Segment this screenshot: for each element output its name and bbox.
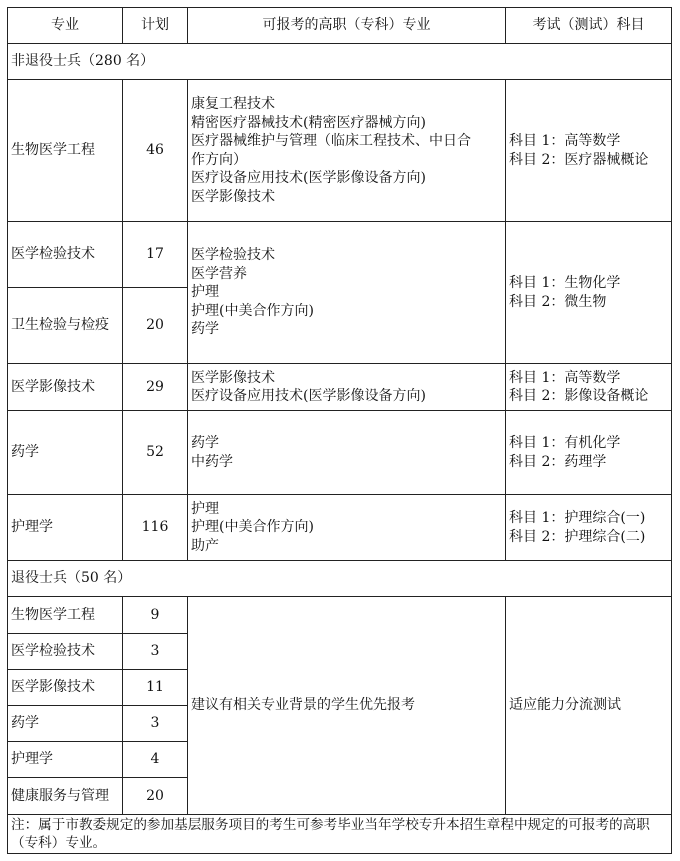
header-vocational: 可报考的高职（专科）专业 (188, 8, 506, 44)
major-cell: 医学影像技术 (8, 670, 123, 706)
vocational-item: 中药学 (191, 453, 233, 470)
exam-list (506, 80, 672, 222)
header-exam: 考试（测试）科目 (506, 8, 672, 44)
major-cell: 健康服务与管理 (8, 778, 123, 815)
note-row (8, 815, 672, 854)
exam-list (506, 364, 672, 411)
vocational-item: 医学检验技术 (191, 247, 275, 264)
footnote: 注：属于市教委规定的参加基层服务项目的考生可参考毕业当年学校专升本招生章程中规定的可报考的高职（专科）专业。 (8, 815, 672, 854)
vocational-item: 护理 (191, 500, 219, 517)
section-row-veteran (8, 561, 672, 597)
vocational-item: 医学营养 (191, 265, 247, 282)
vocational-list (188, 222, 506, 364)
vocational-item: 护理(中美合作方向) (191, 519, 314, 536)
vocational-item: 医学影像技术 (191, 188, 275, 205)
exam-item: 科目 2：药理学 (509, 453, 607, 470)
table-row (8, 222, 672, 288)
plan-cell: 116 (123, 495, 188, 561)
plan-cell: 11 (123, 670, 188, 706)
vocational-item: 医疗设备应用技术(医学影像设备方向) (191, 170, 426, 186)
admissions-table (7, 7, 672, 854)
exam-item: 科目 1：生物化学 (509, 275, 621, 291)
plan-cell: 4 (123, 742, 188, 778)
major-cell: 护理学 (8, 495, 123, 561)
vocational-list (188, 495, 506, 561)
major-cell: 护理学 (8, 742, 123, 778)
exam-item: 科目 2：护理综合(二) (509, 528, 646, 545)
exam-item: 科目 1：高等数学 (509, 133, 621, 149)
exam-item: 科目 1：高等数学 (509, 369, 621, 386)
exam-list (506, 495, 672, 561)
header-major: 专业 (8, 8, 123, 44)
major-cell: 医学影像技术 (8, 364, 123, 411)
vocational-item: 医学影像技术 (191, 369, 275, 386)
plan-cell: 3 (123, 706, 188, 742)
major-cell: 卫生检验与检疫 (8, 288, 123, 364)
plan-cell: 20 (123, 288, 188, 364)
table-row (8, 495, 672, 561)
plan-cell: 9 (123, 597, 188, 634)
vocational-item: 助产 (191, 537, 219, 554)
major-cell: 生物医学工程 (8, 597, 123, 634)
major-cell: 药学 (8, 411, 123, 495)
veteran-vocational: 建议有相关专业背景的学生优先报考 (188, 597, 506, 815)
section-row-non-veteran (8, 44, 672, 80)
vocational-item: 作方向） (191, 151, 247, 168)
exam-item: 科目 2：医疗器械概论 (509, 151, 649, 168)
header-row (8, 8, 672, 44)
vocational-item: 康复工程技术 (191, 96, 275, 112)
major-cell: 生物医学工程 (8, 80, 123, 222)
exam-list (506, 411, 672, 495)
plan-cell: 29 (123, 364, 188, 411)
major-cell: 医学检验技术 (8, 634, 123, 670)
section-non-veteran: 非退役士兵（280 名） (8, 44, 672, 80)
table-row (8, 80, 672, 222)
vocational-item: 精密医疗器械技术(精密医疗器械方向) (191, 114, 426, 131)
vocational-list (188, 411, 506, 495)
plan-cell: 3 (123, 634, 188, 670)
exam-item: 科目 2：微生物 (509, 293, 607, 310)
plan-cell: 20 (123, 778, 188, 815)
exam-item: 科目 1：护理综合(一) (509, 510, 646, 526)
table-row (8, 597, 672, 634)
vocational-item: 医疗设备应用技术(医学影像设备方向) (191, 388, 426, 404)
header-plan: 计划 (123, 8, 188, 44)
exam-item: 科目 2：影像设备概论 (509, 388, 649, 404)
table-row (8, 364, 672, 411)
exam-list (506, 222, 672, 364)
table-row (8, 411, 672, 495)
veteran-exam: 适应能力分流测试 (506, 597, 672, 815)
plan-cell: 17 (123, 222, 188, 288)
major-cell: 药学 (8, 706, 123, 742)
vocational-list (188, 364, 506, 411)
vocational-list (188, 80, 506, 222)
vocational-item: 药学 (191, 321, 219, 338)
exam-item: 科目 1：有机化学 (509, 435, 621, 451)
vocational-item: 医疗器械维护与管理（临床工程技术、中日合 (191, 133, 471, 149)
vocational-item: 药学 (191, 435, 219, 451)
section-veteran: 退役士兵（50 名） (8, 561, 672, 597)
plan-cell: 52 (123, 411, 188, 495)
major-cell: 医学检验技术 (8, 222, 123, 288)
vocational-item: 护理(中美合作方向) (191, 302, 314, 319)
vocational-item: 护理 (191, 284, 219, 301)
plan-cell: 46 (123, 80, 188, 222)
